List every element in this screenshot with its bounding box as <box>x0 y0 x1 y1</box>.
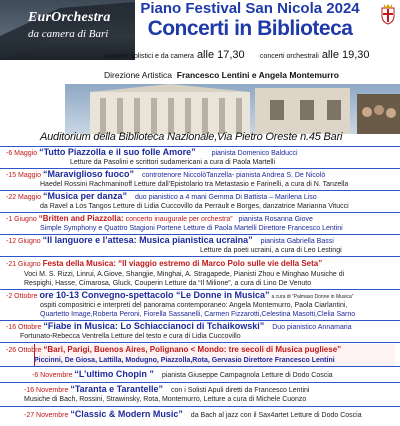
event-title: “Musica per danza” <box>42 192 128 201</box>
event-title: “Bari, Parigi, Buenos Aires, Polignano < Mondo: tre secoli di Musica pugliese” <box>43 345 342 354</box>
schedule-solo-time: alle 17,30 <box>196 49 245 61</box>
event-performer: Duo pianistico Annamaria <box>272 324 352 331</box>
divider <box>0 146 400 147</box>
event-title-extra: concerto inaugurale per orchestra” <box>125 216 233 223</box>
divider <box>0 406 400 407</box>
divider <box>0 342 400 343</box>
festival-title: Piano Festival San Nicola 2024 <box>140 0 360 17</box>
artistic-direction <box>104 70 339 80</box>
event-date: -2 Ottobre <box>6 293 38 300</box>
event-notes: Haedel Rossini Rachmaninoff Letture dall’Epistolario tra Metastasio e Farinelli, a cura di N. Tanzella <box>40 181 349 188</box>
event-row <box>24 385 400 395</box>
direction-names: Francesco Lentini e Angela Montemurro <box>176 70 339 80</box>
event-date: -27 Novembre <box>24 412 69 419</box>
divider <box>0 256 400 257</box>
event-performer: pianista Rosanna Giove <box>238 216 313 223</box>
event-date: -26 Ottobre <box>6 347 42 354</box>
event-notes: Simple Symphony e Quattro Stagioni Portene Letture di Paola Martelli Direttore Francesco Lentini <box>40 225 343 232</box>
event-notes: Letture da Pasolini e scrittori sudamericani a cura di Paola Martelli <box>70 159 276 166</box>
divider <box>0 168 400 169</box>
event-notes: Fortunato-Rebecca Ventrella Letture del testo e cura di Lidia Cuccovillo <box>20 333 241 340</box>
orchestra-name: EurOrchestra <box>28 10 111 25</box>
event-title: “L’ultimo Chopin ” <box>74 370 154 379</box>
event-notes: Voci M. S. Rizzi, Linrui, A.Giove, Shangjie, Minghai, A. Stragapede, Pianisti Zhou e Minghao Musiche di <box>24 271 345 278</box>
event-notes: da Ravel a Los Tangos Letture di Lidia Cuccovillo da Perrault e Borges, danzatrice Marianna Vitucci <box>40 203 349 210</box>
event-date: -15 Maggio <box>6 172 42 179</box>
event-title: “Il languore e l’attesa: Musica pianistica ucraina” <box>42 236 253 245</box>
event-title: “Britten and Piazzolla: <box>38 214 124 223</box>
divider <box>0 212 400 213</box>
event-notes: Letture da poeti ucraini, a cura di Leo Lestingi <box>200 247 342 254</box>
divider <box>0 382 400 383</box>
event-title: “Fiabe in Musica: Lo Schiaccianoci di Tchaikowski” <box>43 322 265 331</box>
event-row <box>6 345 400 355</box>
library-building-image <box>65 84 400 134</box>
event-notes: Piccinni, De Giosa, Lattilla, Modugno, Piazzolla,Rota, Gervasio Direttore Francesco Lentini <box>34 357 335 364</box>
event-row <box>6 148 400 158</box>
event-title: “Taranta e Tarantelle” <box>70 385 164 394</box>
schedule-orchestral-label: concerti orchestrali <box>260 53 319 60</box>
event-notes: Musiche di Bach, Rossini, Strawinsky, Rota, Montemurro, Letture a cura di Michele Cuonzo <box>24 396 307 403</box>
event-title: “Classic & Modern Music” <box>70 410 183 419</box>
schedule-orchestral-time: alle 19,30 <box>321 49 370 61</box>
event-row <box>6 259 400 269</box>
direction-label: Direzione Artistica <box>104 70 173 80</box>
event-row <box>6 170 400 180</box>
event-performer: pianista Giuseppe Campagnola Letture di Dodo Coscia <box>161 372 333 379</box>
event-date: -6 Maggio <box>6 150 38 157</box>
event-row <box>6 192 400 202</box>
event-title: “Tutto Piazzolla e il suo folle Amore” <box>39 148 196 157</box>
event-date: -22 Maggio <box>6 194 42 201</box>
event-row <box>6 236 400 246</box>
event-performer: duo pianistico a 4 mani Gemma Di Battista – Marilena Liso <box>134 194 317 201</box>
event-organizer: a cura di “Palmaso Donne in Musica” <box>271 294 354 300</box>
schedule-solo <box>104 49 245 61</box>
event-date: -21 Giugno <box>6 261 41 268</box>
event-date: -1 Giugno <box>6 216 37 223</box>
crest-icon <box>380 3 396 25</box>
event-notes-2: Respighi, Hasse, Cimarosa, Gluck, Couperin Letture da “Il Milione”, a cura di Lino De Venuto <box>24 280 312 287</box>
event-title: ore 10-13 Convegno-spettacolo “Le Donne in Musica” <box>39 291 270 300</box>
event-row <box>24 410 400 420</box>
event-row <box>6 322 400 332</box>
event-title: Festa della Musica: “Il viaggio estremo di Marco Polo sulle vie della Seta” <box>42 259 323 268</box>
event-title: “Maraviglioso fuoco” <box>42 170 134 179</box>
divider <box>0 366 400 367</box>
event-row <box>32 370 400 380</box>
event-date: -12 Giugno <box>6 238 41 245</box>
event-notes-2: Quartetto Image,Roberta Peroni, Fiorella Sassanelli, Carmen Fizzarotti,Celestina Masotti,Clelia Sarno <box>40 311 356 318</box>
event-performer: pianista Domenico Balducci <box>211 150 298 157</box>
divider <box>0 320 400 321</box>
event-date: -16 Novembre <box>24 387 69 394</box>
divider <box>0 190 400 191</box>
event-row <box>6 214 400 224</box>
divider <box>0 289 400 290</box>
schedule-orchestral <box>260 49 370 61</box>
auditorium-address: Auditorium della Biblioteca Nazionale,Via Pietro Oreste n.45 Bari <box>40 131 343 143</box>
schedule-solo-label: concerti solistici e da camera <box>104 53 194 60</box>
event-performer: con i Solisti Apuli diretti da Francesco Lentini <box>170 387 310 394</box>
event-performer: controtenore NiccolòTanzella- pianista Andrea S. De Nicolò <box>141 172 326 179</box>
event-performer: pianista Gabriella Bassi <box>260 238 334 245</box>
event-notes: ospiti compositrici e interpreti del panorama contemporaneo: Angela Montemurro, Paola Ciarlantini, <box>40 302 348 309</box>
event-date: -6 Novembre <box>32 372 73 379</box>
divider <box>0 234 400 235</box>
event-date: -16 Ottobre <box>6 324 42 331</box>
orchestra-subtitle: da camera di Bari <box>28 28 109 40</box>
event-performer: da Bach al jazz con il Sax4artet Letture di Dodo Coscia <box>190 412 362 419</box>
main-title: Concerti in Biblioteca <box>147 17 353 40</box>
